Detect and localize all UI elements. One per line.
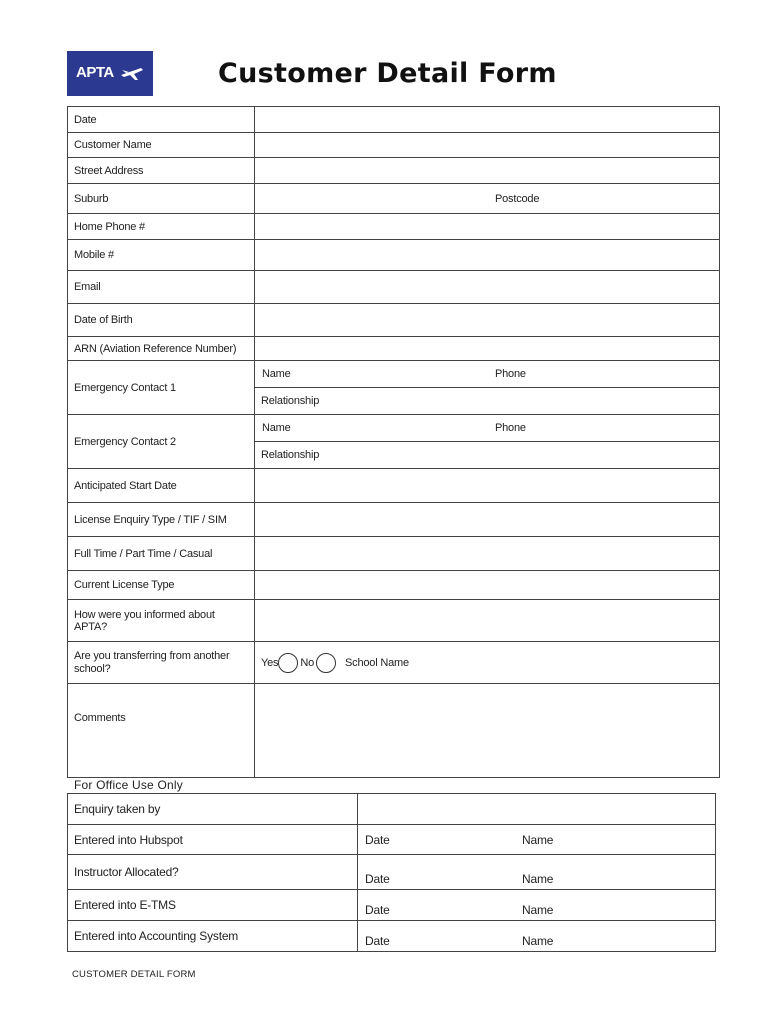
emergency-contact-1-label: Emergency Contact 1 xyxy=(68,361,255,415)
ec1-phone-label: Phone xyxy=(495,368,526,380)
home-phone-field[interactable] xyxy=(255,214,720,240)
hubspot-name-label: Name xyxy=(522,832,554,847)
ec1-name-phone-field[interactable] xyxy=(255,361,720,388)
current-license-field[interactable] xyxy=(255,571,720,600)
hubspot-date-label: Date xyxy=(365,832,390,847)
enquiry-taken-field[interactable] xyxy=(358,794,716,825)
transferring-field xyxy=(255,642,720,684)
no-radio[interactable] xyxy=(316,653,336,673)
arn-field[interactable] xyxy=(255,337,720,361)
yes-label: Yes xyxy=(261,656,279,669)
school-name-label: School Name xyxy=(345,656,409,669)
accounting-name-label: Name xyxy=(522,934,554,948)
office-use-table xyxy=(67,793,716,952)
date-label: Date xyxy=(68,107,255,133)
instructor-name-label: Name xyxy=(522,872,554,886)
suburb-postcode-field[interactable] xyxy=(255,184,720,214)
comments-field[interactable] xyxy=(255,684,720,778)
dob-label: Date of Birth xyxy=(68,304,255,337)
informed-field[interactable] xyxy=(255,600,720,642)
street-address-label: Street Address xyxy=(68,158,255,184)
ec2-relationship-field[interactable]: Relationship xyxy=(255,442,720,469)
etms-label: Entered into E-TMS xyxy=(68,890,358,921)
emergency-contact-2-label: Emergency Contact 2 xyxy=(68,415,255,469)
logo-text: APTA xyxy=(76,64,114,81)
office-use-label: For Office Use Only xyxy=(74,778,183,792)
license-enquiry-label: License Enquiry Type / TIF / SIM xyxy=(68,503,255,537)
instructor-field[interactable] xyxy=(358,855,716,890)
instructor-date-label: Date xyxy=(365,872,390,886)
accounting-date-label: Date xyxy=(365,934,390,948)
enquiry-taken-label: Enquiry taken by xyxy=(68,794,358,825)
dob-field[interactable] xyxy=(255,304,720,337)
mobile-label: Mobile # xyxy=(68,240,255,271)
email-label: Email xyxy=(68,271,255,304)
anticipated-start-field[interactable] xyxy=(255,469,720,503)
customer-name-label: Customer Name xyxy=(68,133,255,158)
employment-label: Full Time / Part Time / Casual xyxy=(68,537,255,571)
postcode-label: Postcode xyxy=(495,192,540,205)
page-title: Customer Detail Form xyxy=(218,58,557,89)
apta-logo xyxy=(67,51,153,96)
plane-icon xyxy=(119,64,145,82)
etms-field[interactable] xyxy=(358,890,716,921)
etms-date-label: Date xyxy=(365,903,390,917)
comments-label: Comments xyxy=(68,684,255,778)
ec2-name-phone-field[interactable] xyxy=(255,415,720,442)
license-enquiry-field[interactable] xyxy=(255,503,720,537)
email-field[interactable] xyxy=(255,271,720,304)
transferring-label: Are you transferring from another school? xyxy=(68,642,255,684)
arn-label: ARN (Aviation Reference Number) xyxy=(68,337,255,361)
current-license-label: Current License Type xyxy=(68,571,255,600)
footer-text: CUSTOMER DETAIL FORM xyxy=(72,969,196,980)
no-label: No xyxy=(300,656,315,669)
hubspot-label: Entered into Hubspot xyxy=(68,825,358,855)
employment-field[interactable] xyxy=(255,537,720,571)
ec2-phone-label: Phone xyxy=(495,422,526,434)
anticipated-start-label: Anticipated Start Date xyxy=(68,469,255,503)
home-phone-label: Home Phone # xyxy=(68,214,255,240)
instructor-label: Instructor Allocated? xyxy=(68,855,358,890)
informed-label: How were you informed about APTA? xyxy=(68,600,255,642)
etms-name-label: Name xyxy=(522,903,554,917)
customer-detail-table xyxy=(67,106,720,778)
suburb-label: Suburb xyxy=(68,184,255,214)
accounting-field[interactable] xyxy=(358,921,716,952)
customer-name-field[interactable] xyxy=(255,133,720,158)
ec2-name-label: Name xyxy=(262,422,291,434)
accounting-label: Entered into Accounting System xyxy=(68,921,358,952)
hubspot-field[interactable] xyxy=(358,825,716,855)
mobile-field[interactable] xyxy=(255,240,720,271)
date-field[interactable] xyxy=(255,107,720,133)
ec1-name-label: Name xyxy=(262,368,291,380)
ec1-relationship-field[interactable]: Relationship xyxy=(255,388,720,415)
yes-radio[interactable] xyxy=(278,653,298,673)
street-address-field[interactable] xyxy=(255,158,720,184)
